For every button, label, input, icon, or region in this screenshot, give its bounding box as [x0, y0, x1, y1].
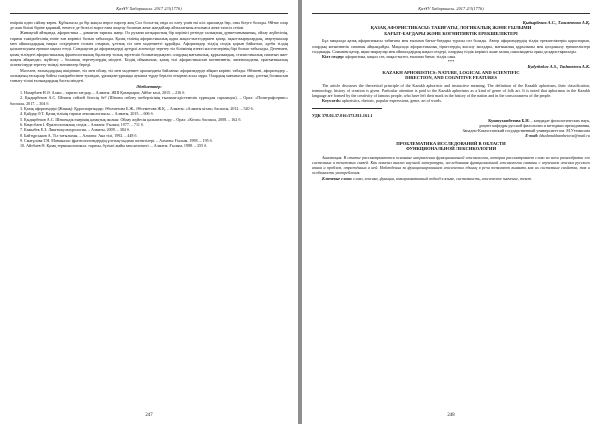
author-role: – кандидат филологических наук,	[529, 117, 590, 123]
keywords	[312, 176, 590, 181]
reference-item: 8. Байтұрсынов А. Тіл тағылымы. – Алматы: Ана тілі, 1992. – 448 б.	[20, 132, 138, 138]
reference-list	[10, 90, 288, 149]
running-head: ҚазҰУ Хабаршысы. 2017 2/3(1776)	[312, 6, 590, 14]
reference-item: 5. Қыдырбеков А.С. Шешендік өнерінің қазақтық жолын: Ойлау жүйесін қалыптастыру. – Орал: «Кітап» баспасы, 2008. – 162 б.	[20, 116, 242, 122]
page-number: 248	[447, 413, 455, 418]
reference-item: 6. Кеңесбаев І. Фразеологиялық сөздік – Алматы: Ғылым, 1977. – 711 б.	[20, 122, 144, 128]
paragraph: Жинақтай айтқанда, афористика – дамыған тарихы жанр. Ол рухани көзқарастың бір көрінісі ретінде халықтың дүниетанымының, ойлау жүйесінің, тарихи тәжірибесінің өзіне тән көрінісі болып табылады. Қазақ тілінің афористикалық қоры мақал-мәтелдермен қатар, ақын-жыраулардың, ағартушылар мен ойшылдардың нақыл сөздерімен толыға отырып, ұлттық тіл мен мәдениетті құрайды. Афоризмдер тілдің сөздік қорын байытып, әдеби тілдің қалыптасуына ерекше ықпал етеді. Сондықтан да афоризмдерді әртүрлі аспектіде зерттеу тіл білімінің өзекті мәселелерінің бірі болып табылады. Дегенмен, қазақ тіліндегі афористикалық фразеологиялық бірліктер толық зерттеліп болмағандықтан, олардың мағыналық, құрылымдық, стилистикалық сипатын жан-жақты айқындап, жүйелеу – болашақ зерттеулердің міндеті. Біздің ойымызша, қазақ тілі афористикасын когнитивтік, лингвомәдени, прагматикалық аспектілерде зерттеу тиімді нәтижелер береді.	[10, 30, 288, 68]
title-line: ПРОБЛЕМАТИКА ИССЛЕДОВАНИЙ В ОБЛАСТИ	[396, 140, 506, 146]
abstract-text: Аннотация. В статье рассматриваются основные направления функциональной лексикологии, которая рассматривает слово во всем разнообразии его системных и текстовых связей. Как показал анализ научной литературы, исследования функциональной лексикологии связаны с изучением лексики русского языка и проблем, отражённых в ней. Наблюдения за функционированием лексических единиц в речи позволяют выявить как их системные свойства, так и особенности употребления.	[312, 154, 590, 176]
title-line: KAZAKH APHORISTICS: NATURE, LOGICAL AND SCIENTIFIC	[382, 69, 520, 75]
right-page	[302, 0, 600, 424]
abstract-ru	[312, 155, 590, 181]
section-divider	[312, 108, 382, 109]
author-email	[312, 133, 590, 138]
reference-item: 3. Қазақ афоризмдері (Жинақ): Құрастырғандар: Әбсеметова Б.Ж., Әбсеметова Ж.Қ. – Алматы: «Алматы кітап» баспасы, 2012. – 520 б.	[20, 106, 254, 111]
author-role-line: доцент кафедры русской филологии и методики преподавания,	[478, 122, 590, 128]
references-heading: Әдебиеттер:	[136, 84, 162, 90]
article-title-kz	[312, 25, 590, 36]
reference-item: 2. Қыдырбеков А.С. Шешен сөйлей білесің бе? (Шешен сөйлеу шеберлігінің ғылыми-әдістемелік тұрғыдан саралануы). – Орал: «Полиграфсервис» баспасы, 2017. – 304 б.	[10, 95, 288, 106]
article-body	[10, 20, 288, 149]
article-authors-kz: Қыдырбеков А.С., Тәшметова А.Қ.	[522, 19, 590, 25]
running-head: ҚазҰУ Хабаршысы. 2017 2/3(1776)	[10, 6, 288, 14]
author-name: Кушмухамбетова Б.Н.	[488, 117, 530, 123]
abstract-text: Бұл мақалада қазақ афористикасы табиғаты мен ғылыми бағыт-бағдары туралы сөз болады. Автор афоризмдердің тілдік ерекшеліктерін қарастырып, олардың когнитивтік сипатын айқындайды. Мақалада афористикалық тіркестердің жасалу жолдары, мағыналық құрылымы мен қолданылу ерекшеліктері талданады. Сонымен қатар, ақын-жыраулар мен ойшылдардың нақыл сөздері, олардың тілдік көрінісі және халық санасындағы орны да қарастырылады.	[312, 38, 590, 54]
reference-item: 1. Назарбаев Н.Ә. Алаш – тарихи тағдыр. – Алматы: ЖШ Қазақпарат, Айбат көлі, 2015. – 216 б.	[20, 89, 186, 95]
article-title-ru	[312, 141, 590, 152]
keywords-label: Ключевые слова:	[322, 175, 353, 181]
keywords-text: aphoristics, rhetoric, popular expressions, genre, art of words.	[340, 98, 442, 104]
abstract-en	[312, 83, 590, 104]
title-line: БАҒЫТ-БАҒДАРЫ ЖӘНЕ КОГНИТИВТІК ЕРЕКШЕЛІКТЕРІ	[384, 30, 518, 36]
udc-code: УДК 378.02.37.016:373.811.161.1	[312, 112, 373, 118]
keywords-label: Keywords:	[322, 98, 341, 104]
paragraph: Мәселен, ғалымдардың пікірінше, тіл мен ойлау, тіл мен мәдениет арасындағы байланыс афоризмдерде айқын көрініс табады. Өйткені, афоризмдер – халықтың ғасырлар бойғы тәжірибесінен туындап, ұрпақтан-ұрпаққа ауызша түрде беріліп отырған асыл мұра. Олардың мағынасын ашу, ұлттық болмысын таныту тілші ғалымдардың басты міндеті.	[10, 67, 288, 84]
paragraph: өмірлік идеи сайлау керек. Құбылысы да бір жақсы нөрсе нәрсер жоқ Сол болса-ақ онда ол өлеу үшін екі кісі арасында бар, оны білуге болады. Өйтке олар де жан білімі біріне қарамай, немесе де белгілі нәрсе ғана жоқтау болатын жеке жағдайлар айтылатыны аталмаса жеке тәмсіл сезімі.	[10, 19, 288, 30]
email-address: bkushmukhambetova@mail.ru	[538, 132, 590, 138]
abstract-text: The article discusses the theoretical principle of the Kazakh aphoristic and instructive meaning. The definition of the Kazakh aphorisms, their classification, terminology, history of creation is given. Particular attention is paid to the Kazakh aphorisms as a kind of genre of folk art. It is noted that aphorisms in the Kazakh language are formed by the creativity of famous people, who have left their mark in the history of the nation and in the consciousness of the people.	[312, 82, 590, 99]
separator: ***	[447, 59, 455, 65]
page-number: 247	[145, 413, 153, 418]
reference-item: 10. Айтбаев Ө. Қазақ терминологиясы: тарихы, бүгінгі жайы мен келешегі. – Алматы: Ғылым, 1988. – 255 б.	[20, 143, 208, 149]
reference-item: 9. Смағұлова Г.Н. Мағыналас фразеологизмдердің ұлттық-мәдени аспектілері. – Алматы: Ғылым, 1998. – 195 б.	[20, 138, 213, 144]
email-label: E-mail:	[525, 132, 539, 138]
keywords	[312, 98, 590, 103]
author-info-ru	[312, 118, 590, 133]
reference-item: 7. Кажыбек Е.З. Лингвокультурология. – Алматы, 2009. – 384 б.	[20, 127, 130, 133]
article-authors-en: Kydyrbekov A.S., Tashmetova A.K.	[527, 64, 590, 70]
left-page	[0, 0, 298, 424]
article-title-en	[312, 70, 590, 81]
keywords-label: Кілт сөздер:	[322, 53, 345, 59]
abstract-kz	[312, 38, 590, 59]
title-line: ҚАЗАҚ АФОРИСТИКАСЫ: ТАБИҒАТЫ, ЛОГИКАЛЫҚ ЖӘНЕ ҒЫЛЫМИ	[370, 25, 532, 31]
reference-item: 4. Қайдар Ә.Т. Қазақ тілінің тарихи лексикологиясы. – Алматы, 2015. – 606 б.	[20, 111, 154, 117]
author-affiliation: Западно-Казахстанский государственный университет им. М.Утемисова	[462, 127, 590, 133]
title-line: DIRECTION, AND COGNITIVE FEATURES	[405, 75, 497, 81]
title-line: ФУНКЦИОНАЛЬНОЙ ЛЕКСИКОЛОГИИ	[405, 146, 497, 152]
keywords-text: афористика, нақыл сөз, мақал-мәтел, ғылыми бағыт, тілдік сана.	[344, 53, 457, 59]
keywords-text: слово, лексика, функция, коммуникативный подход в языке, системность, лексическое значение, текст.	[352, 175, 533, 181]
